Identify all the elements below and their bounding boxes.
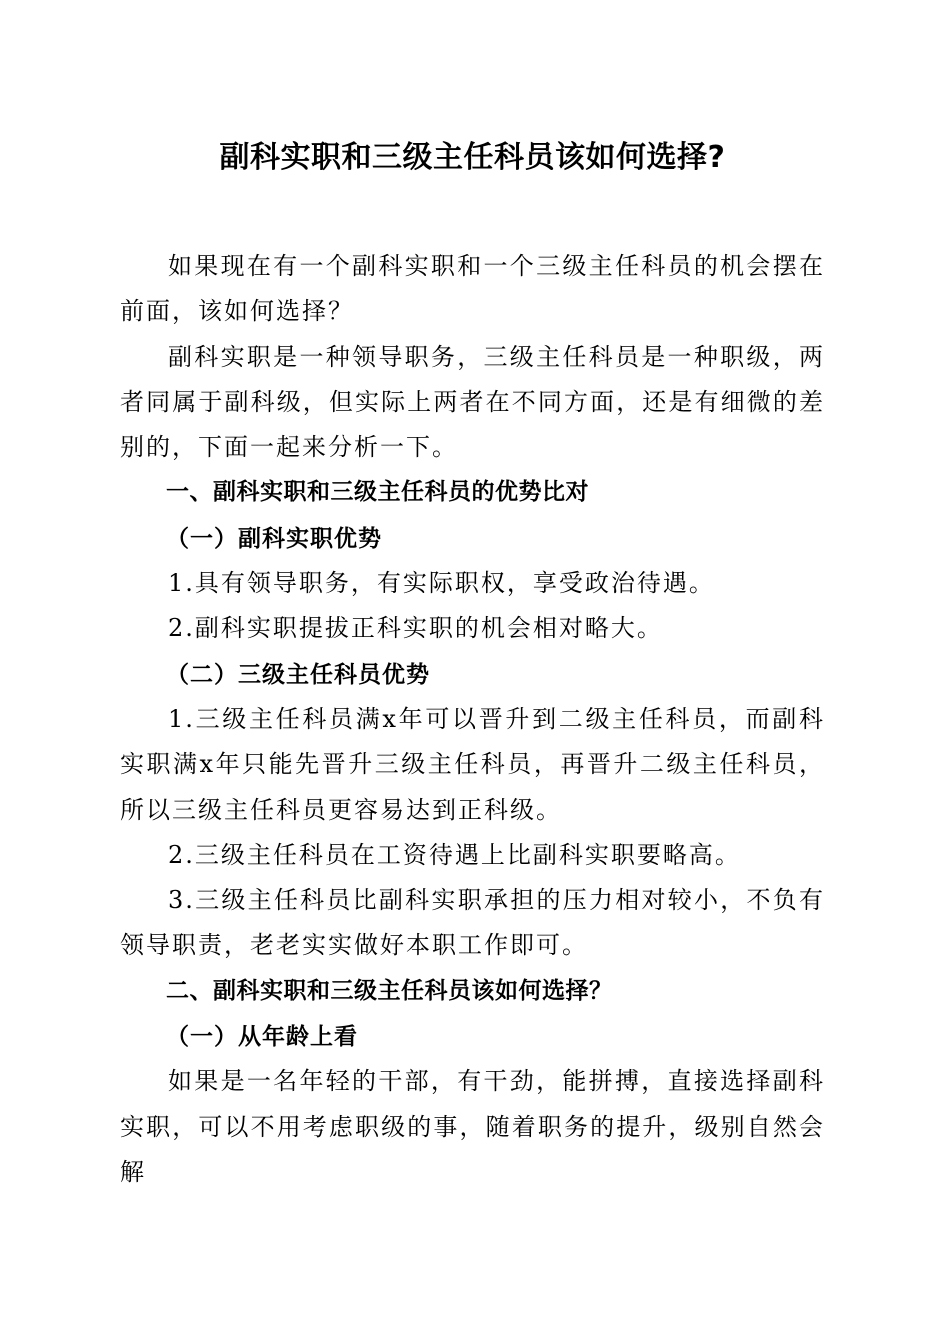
- section-1-sub-2-heading: （二）三级主任科员优势: [166, 660, 430, 688]
- section-1-sub-2-point-2: 2.三级主任科员在工资待遇上比副科实职要略高。: [168, 840, 741, 869]
- section-2-sub-1-paragraph-1: 如果是一名年轻的干部，有干劲，能拼搏，直接选择副科实职，可以不用考虑职级的事，随着职务的提升，级别自然会解: [120, 1067, 825, 1186]
- intro-paragraph-2: 副科实职是一种领导职务，三级主任科员是一种职级，两者同属于副科级，但实际上两者在不同方面，还是有细微的差别的，下面一起来分析一下。: [120, 342, 825, 462]
- section-1-sub-1-heading: （一）副科实职优势: [166, 524, 382, 552]
- section-1-sub-1-point-1: 1.具有领导职务，有实际职权，享受政治待遇。: [168, 569, 715, 598]
- section-2-sub-1-heading: （一）从年龄上看: [166, 1023, 358, 1051]
- section-2-heading: 二、副科实职和三级主任科员该如何选择？: [166, 977, 613, 1004]
- intro-paragraph-1: 如果现在有一个副科实职和一个三级主任科员的机会摆在前面，该如何选择？: [120, 252, 825, 326]
- document-title: 副科实职和三级主任科员该如何选择?: [219, 140, 726, 175]
- section-1-sub-1-point-2: 2.副科实职提拔正科实职的机会相对略大。: [168, 614, 663, 643]
- section-1-sub-2-point-3: 3.三级主任科员比副科实职承担的压力相对较小，不负有领导职责，老老实实做好本职工作即可。: [120, 886, 825, 960]
- section-1-sub-2-point-1: 1.三级主任科员满x年可以晋升到二级主任科员，而副科实职满x年只能先晋升三级主任科员，再晋升二级主任科员，所以三级主任科员更容易达到正科级。: [120, 704, 825, 824]
- section-1-heading: 一、副科实职和三级主任科员的优势比对: [166, 479, 589, 506]
